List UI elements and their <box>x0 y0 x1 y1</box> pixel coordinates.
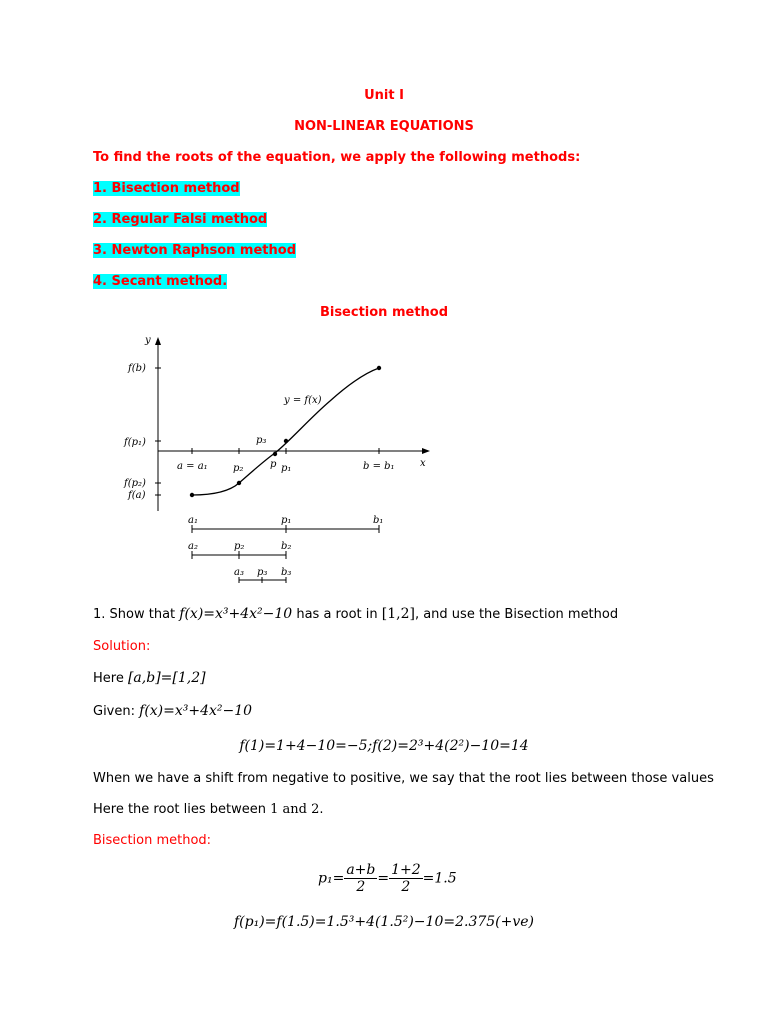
label-p: p <box>270 459 277 470</box>
x-axis-arrow <box>422 448 430 454</box>
given-expression: f(x)=x³+4x²−10 <box>139 703 253 719</box>
fraction-ab <box>344 862 377 895</box>
topic-title: NON-LINEAR EQUATIONS <box>294 119 474 134</box>
fraction-numerator: 1+2 <box>391 862 421 878</box>
fraction-12 <box>389 862 423 895</box>
unit-title: Unit I <box>364 88 404 103</box>
label-fa: f(a) <box>128 490 146 501</box>
method-label: 4. Secant method. <box>93 274 228 289</box>
here-expression: [a,b]=[1,2] <box>127 670 206 686</box>
evaluation-expression: f(1)=1+4−10=−5;f(2)=2³+4(2²)−10=14 <box>239 738 529 754</box>
bisection-figure <box>115 333 435 583</box>
point-a <box>190 493 194 497</box>
row1-p: p₁ <box>281 515 292 526</box>
label-fb: f(b) <box>128 363 146 374</box>
method-label: 2. Regular Falsi method <box>93 212 268 227</box>
row1-b: b₁ <box>373 515 384 526</box>
point-p1 <box>284 439 288 443</box>
section-title: Bisection method <box>319 305 449 320</box>
label-b: b = b₁ <box>363 461 395 472</box>
y-axis-label: y <box>145 335 151 346</box>
method-item-4 <box>93 274 227 289</box>
shift-text: When we have a shift from negative to positive, we say that the root lies between those values <box>93 771 714 786</box>
row2-a: a₂ <box>188 541 198 552</box>
row2-p: p₂ <box>234 541 245 552</box>
point-p <box>273 452 277 456</box>
intro-text: To find the roots of the equation, we apply the following methods: <box>93 150 581 165</box>
bisection-method-label: Bisection method: <box>93 833 212 848</box>
method-item-1 <box>93 181 240 196</box>
row3-a: a₃ <box>234 567 244 578</box>
point-b <box>377 366 381 370</box>
fraction-denominator: 2 <box>401 879 411 895</box>
label-p3: p₃ <box>256 435 267 446</box>
label-fp1: f(p₁) <box>124 437 146 448</box>
point-p2 <box>237 481 241 485</box>
problem-mid: has a root in <box>292 607 382 622</box>
x-axis-label: x <box>420 458 426 469</box>
here-prefix: Here <box>93 671 128 686</box>
label-fp2: f(p₂) <box>124 478 146 489</box>
method-item-2 <box>93 212 267 227</box>
method-label: 3. Newton Raphson method <box>93 243 297 258</box>
row1-a: a₁ <box>188 515 198 526</box>
root-suffix: . <box>319 802 324 817</box>
problem-interval: [1,2] <box>381 606 415 622</box>
fraction-denominator: 2 <box>356 879 366 895</box>
row3-b: b₃ <box>281 567 292 578</box>
problem-statement <box>93 606 618 622</box>
curve-label: y = f(x) <box>284 395 322 406</box>
problem-prefix: 1. Show that <box>93 607 180 622</box>
given-prefix: Given: <box>93 704 140 719</box>
problem-suffix: , and use the Bisection method <box>414 607 619 622</box>
p1-result: =1.5 <box>422 870 457 887</box>
fraction-numerator: a+b <box>346 862 376 878</box>
label-a: a = a₁ <box>177 461 208 472</box>
root-prefix: Here the root lies between <box>93 802 271 817</box>
row3-p: p₃ <box>257 567 268 578</box>
root-line <box>93 802 324 817</box>
row2-b: b₂ <box>281 541 292 552</box>
given-line <box>93 703 252 719</box>
method-label: 1. Bisection method <box>93 181 240 196</box>
problem-function: f(x)=x³+4x²−10 <box>179 606 293 622</box>
p1-lhs: p₁= <box>318 870 345 887</box>
p1-formula: p₁= $\frac{a+b}{2}$ = $\frac{1+2}{2}$ =1.5 <box>318 862 457 895</box>
fp1-expression: f(p₁)=f(1.5)=1.5³+4(1.5²)−10=2.375(+ve) <box>233 914 535 930</box>
function-curve <box>192 368 379 495</box>
root-values: 1 and 2 <box>270 802 320 817</box>
method-item-3 <box>93 243 296 258</box>
solution-label: Solution: <box>93 639 151 654</box>
label-p1: p₁ <box>281 463 292 474</box>
here-line <box>93 670 206 686</box>
y-axis-arrow <box>155 337 161 345</box>
label-p2: p₂ <box>233 463 244 474</box>
